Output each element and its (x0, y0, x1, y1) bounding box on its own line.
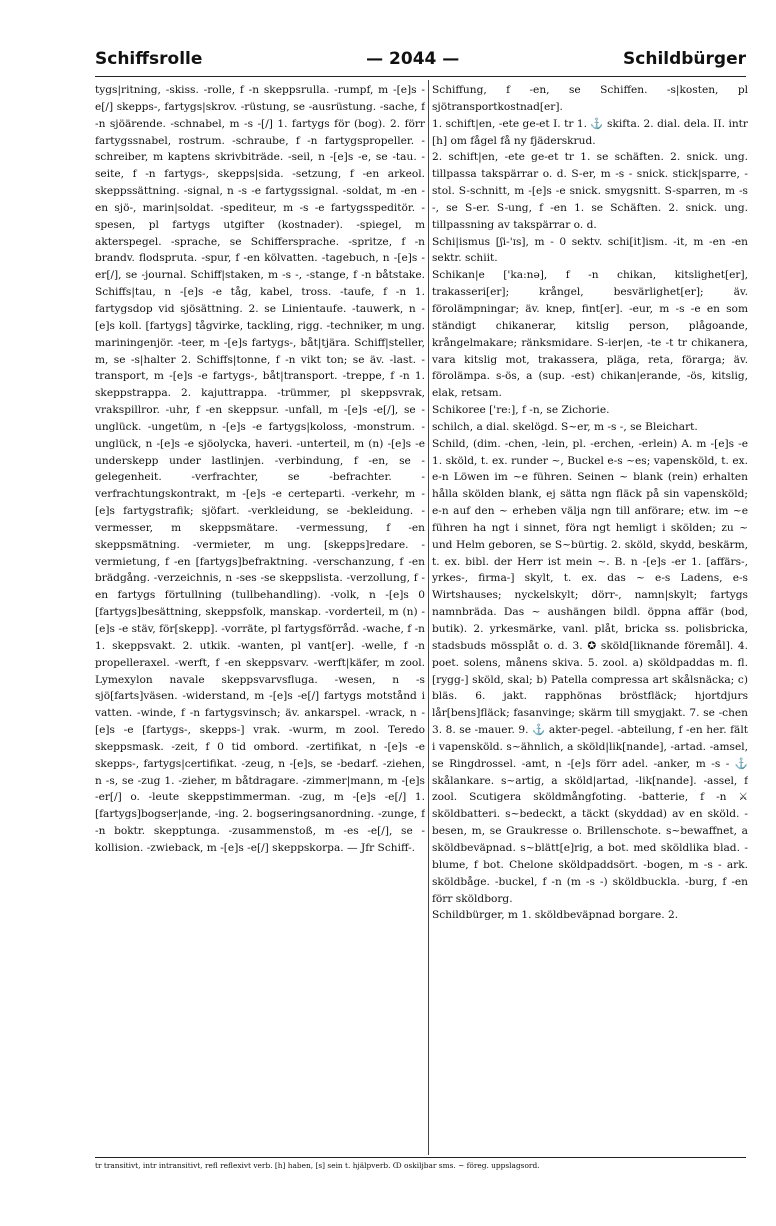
entry-paragraph: Schi|ismus [ʃi-'ɪs], m - 0 sektv. schi[it]ism. -it, m -en -en sektr. schiit. (432, 235, 748, 265)
right-column (432, 82, 748, 1157)
left-column (95, 82, 425, 1157)
abbreviation-footer: tr transitivt, intr intransitivt, refl reflexivt verb. [h] haben, [s] sein t. hjälpverb. ↀ oskiljbar sms. ~ föreg. uppslagsord. (95, 1161, 540, 1170)
entry-paragraph: schilch, a dial. skelögd. S~er, m -s -, se Bleichart. (432, 420, 698, 433)
header-rule (95, 76, 746, 77)
entry-paragraph: tygs|ritning, -skiss. -rolle, f -n skeppsrulla. -rumpf, m -[e]s -e[/] skepps-, fartygs|skrov. -rüstung, se -ausrüstung. -sache, f -n sjöärende. -schnabel, m -s -[/] 1. fartygs för (bog). 2. förr fartygssnabel, rostrum. -schraube, f -n fartygspropeller. -schreiber, m kaptens skrivbiträde. -seil, n -[e]s -e, se -tau. -seite, f -n fartygs-, skepps|sida. -setzung, f -en arkeol. skeppssättning. -signal, n -s -e fartygssignal. -soldat, m -en -en sjö-, marin|soldat. -spediteur, m -s -e fartygsspeditör. -spesen, pl fartygs utgifter (kostnader). -spiegel, m akterspegel. -sprache, se Schiffersprache. -spritze, f -n brandv. flodspruta. -spur, f -en kölvatten. -tagebuch, n -[e]s -er[/], se -journal. Schiff|staken, m -s -, -stange, f -n båtstake. Schiffs|tau, n -[e]s -e tåg, kabel, tross. -taufe, f -n 1. fartygsdop vid sjösättning. 2. se Linientaufe. -tauwerk, n -[e]s koll. [fartygs] tågvirke, tackling, rigg. -techniker, m ung. mariningenjör. -teer, m -[e]s fartygs-, båt|tjära. Schiff|steller, m, se -s|halter 2. Schiffs|tonne, f -n vikt ton; se äv. -last. -transport, m -[e]s -e fartygs-, båt|transport. -treppe, f -n 1. skeppstrappa. 2. kajuttrappa. -trümmer, pl skeppsvrak, vrakspillror. -uhr, f -en skeppsur. -unfall, m -[e]s -e[/], se -unglück. -ungetüm, n -[e]s -e fartygs|koloss, -monstrum. -unglück, n -[e]s -e sjöolycka, haveri. -unterteil, m (n) -[e]s -e underskepp under lastlinjen. -verbindung, f -en, se -gelegenheit. -verfrachter, se -befrachter. -verfrachtungskontrakt, m -[e]s -e certeparti. -verkehr, m -[e]s fartygstrafik; sjöfart. -verkleidung, se -bekleidung. -vermesser, m skeppsmätare. -vermessung, f -en skeppsmätning. -vermieter, m ung. [skepps]redare. -vermietung, f -en [fartygs]befraktning. -verschanzung, f -en brädgång. -verzeichnis, n -ses -se skeppslista. -verzollung, f -en fartygs förtullning (tullbehandling). -volk, n -[e]s 0 [fartygs]besättning, skeppsfolk, manskap. -vorderteil, m (n) -[e]s -e stäv, för[skepp]. -vorräte, pl fartygsförråd. -wache, f -n 1. skeppsvakt. 2. utkik. -wanten, pl vant[er]. -welle, f -n propelleraxel. -werft, f -en skeppsvarv. -werft|käfer, m zool. Lymexylon navale skeppsvarvsfluga. -wesen, n -s sjö[farts]väsen. -widerstand, m -[e]s -e[/] fartygs motstånd i vatten. -winde, f -n fartygsvinsch; äv. ankarspel. -wrack, n -[e]s -e [fartygs-, skepps-] vrak. -wurm, m zool. Teredo skeppsmask. -zeit, f 0 tid ombord. -zertifikat, n -[e]s -e skepps-, fartygs|certifikat. -zeug, n -[e]s, se -bedarf. -ziehen, n -s, se -zug 1. -zieher, m båtdragare. -zimmer|mann, m -[e]s -er[/] o. -leute skeppstimmerman. -zug, m -[e]s -e[/] 1. [fartygs]bogser|ande, -ing. 2. bogseringsanordning. -zunge, f -n boktr. skepptunga. -zusammenstoß, m -es -e[/], se -kollision. -zwieback, m -[e]s -e[/] skeppskorpa. — Jfr Schiff-. (95, 84, 425, 854)
entry-paragraph: Schikoree ['re:], f -n, se Zichorie. (432, 404, 610, 417)
footer-rule (95, 1157, 746, 1158)
entry-paragraph: Schildbürger, m 1. sköldbeväpnad borgare. 2. (432, 909, 679, 922)
page-number: — 2044 — (366, 49, 460, 69)
entry-paragraph: Schiffung, f -en, se Schiffen. -s|kosten, pl sjötransportkostnad[er]. (432, 84, 748, 113)
entry-paragraph: Schikan|e ['ka:nə], f -n chikan, kitslighet[er], trakasseri[er]; krångel, besvärlighet[er]; äv. förolämpningar; äv. knep, fint[er]. -eur, m -s -e en som ständigt chikanerar, kitslig person, plågoande, krångelmakare; ränksmidare. S-ier|en, -te -t tr chikanera, vara kitslig mot, trakassera, pläga, reta, förarga; äv. förolämpa. s-ös, a (sup. -est) chikan|erande, -ös, kitslig, elak, retsam. (432, 269, 748, 400)
page-header (95, 44, 746, 74)
entry-paragraph: 1. schift|en, -ete ge-et I. tr 1. ⚓ skifta. 2. dial. dela. II. intr [h] om fågel få ny fjäderskrud. (432, 117, 748, 147)
right-catchword: Schildbürger (623, 49, 746, 69)
column-divider (428, 80, 429, 1155)
left-catchword: Schiffsrolle (95, 49, 203, 69)
entry-paragraph: Schild, (dim. -chen, -lein, pl. -erchen, -erlein) A. m -[e]s -e 1. sköld, t. ex. runder ~, Buckel e-s ~es; vapensköld, t. ex. e-n Löwen im ~e führen. Seinen ~ blank (rein) erhalten hålla skölden blank, ej sätta ngn fläck på sin vapensköld; e-n auf den ~ erheben välja ngn till anförare; etw. im ~e führen ha ngt i sinnet, föra ngt hemligt i skölden; zu ~ und Helm geboren, se S~bürtig. 2. sköld, skydd, beskärm, t. ex. bibl. der Herr ist mein ~. B. n -[e]s -er 1. [affärs-, yrkes-, firma-] skylt, t. ex. das ~ e-s Ladens, e-s Wirtshauses; nyckelskylt; dörr-, namn|skylt; fartygs namnbräda. Das ~ aushängen bildl. öppna affär (bod, butik). 2. yrkesmärke, vanl. plåt, bricka ss. polisbricka, stadsbuds mössplåt o. d. 3. ✪ sköld[liknande föremål]. 4. poet. solens, månens skiva. 5. zool. a) sköldpaddas m. fl. [rygg-] sköld, skal; b) Patella compressa art skålsnäcka; c) bläs. 6. jakt. rapphönas bröstfläck; hjortdjurs lår[bens]fläck; fasanvinge; skärm till smygjakt. 7. se -chen 3. 8. se -mauer. 9. ⚓ akter-pegel. -abteilung, f -en her. fält i vapensköld. s~ähnlich, a sköld|lik[nande], -artad. -amsel, se Ringdrossel. -amt, n -[e]s förr adel. -anker, m -s - ⚓ skålankare. s~artig, a sköld|artad, -lik[nande]. -assel, f zool. Scutigera sköldmångfoting. -batterie, f -n ⚔ sköldbatteri. s~bedeckt, a täckt (skyddad) av en sköld. -besen, m, se Graukresse o. Brillenschote. s~bewaffnet, a sköldbeväpnad. s~blätt[e]rig, a bot. med sköldlika blad. -blume, f bot. Chelone sköldpaddsört. -bogen, m -s - ark. sköldbåge. -buckel, f -n (m -s -) sköldbuckla. -burg, f -en förr sköldborg. (432, 437, 748, 905)
entry-paragraph: 2. schift|en, -ete ge-et tr 1. se schäften. 2. snick. ung. tillpassa takspärrar o. d. S-er, m -s - snick. stick|sparre, -stol. S-schnitt, m -[e]s -e snick. smygsnitt. S-sparren, m -s -, se S-er. S-ung, f -en 1. se Schäften. 2. snick. ung. tillpassning av takspärrar o. d. (432, 151, 748, 231)
